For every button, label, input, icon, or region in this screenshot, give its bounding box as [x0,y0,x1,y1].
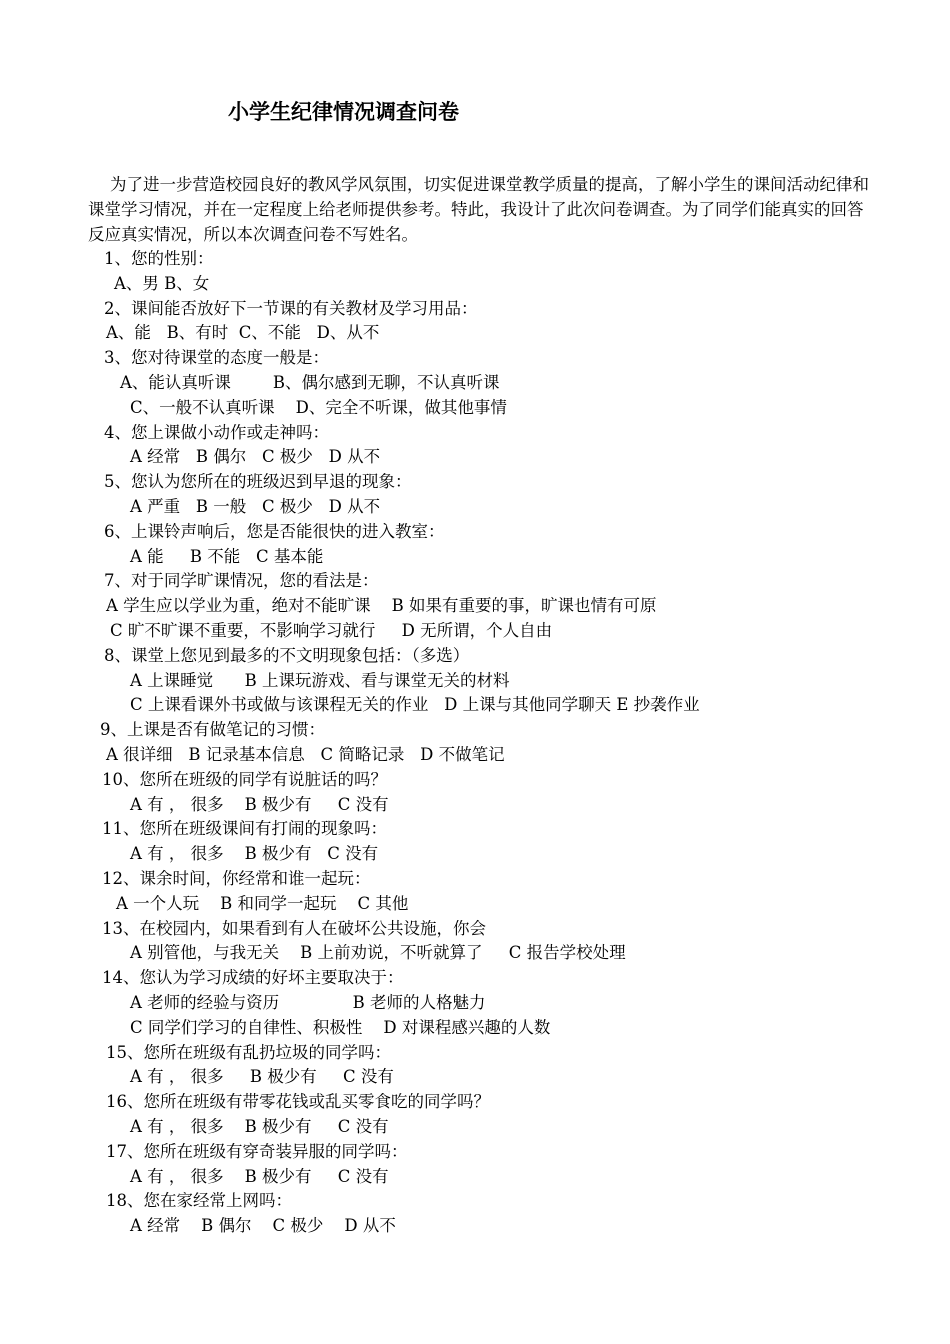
question-line: 6、上课铃声响后，您是否能很快的进入教室： [104,521,445,541]
question-line: 4、您上课做小动作或走神吗： [104,422,329,442]
question-line: 16、您所在班级有带零花钱或乱买零食吃的同学吗？ [106,1092,490,1112]
intro-text: 为了进一步营造校园良好的教风学风氛围，切实促进课堂教学质量的提高，了解小学生的课间活动纪律和课堂学习情况，并在一定程度上给老师提供参考。特此，我设计了此次问卷调查。为了同学们能真实的回答反应真实情况，所以本次调查问卷不写姓名。 [88,175,869,244]
question-line: A、男 B、女 [114,273,210,293]
question-line: A 严重 B 一般 C 极少 D 从不 [130,497,381,516]
question-line: 8、课堂上您见到最多的不文明现象包括：（多选） [104,645,470,665]
question-line: 15、您所在班级有乱扔垃圾的同学吗： [106,1042,391,1062]
question-line: A 老师的经验与资历 B 老师的人格魅力 [130,993,486,1012]
question-line: 1、您的性别： [104,249,214,268]
question-line: C 同学们学习的自律性、积极性 D 对课程感兴趣的人数 [130,1017,551,1037]
question-line: A、能认真听课 B、偶尔感到无聊，不认真听课 [120,373,500,392]
question-line: A 别管他，与我无关 B 上前劝说，不听就算了 C 报告学校处理 [130,943,626,963]
question-line: 12、课余时间，你经常和谁一起玩： [102,869,371,888]
question-line: C、一般不认真听课 D、完全不听课，做其他事情 [130,397,507,417]
question-line: C 上课看课外书或做与该课程无关的作业 D 上课与其他同学聊天 E 抄袭作业 [130,695,700,715]
question-line: A 经常 B 偶尔 C 极少 D 从不 [130,447,381,467]
question-line: A 有 ， 很多 B 极少有 C 没有 [130,1067,394,1087]
intro-paragraph [88,172,878,247]
question-line: 17、您所在班级有穿奇装异服的同学吗： [106,1141,408,1161]
question-line: 14、您认为学习成绩的好坏主要取决于： [102,968,404,988]
question-line: A 上课睡觉 B 上课玩游戏、看与课堂无关的材料 [130,670,510,690]
question-line: 3、您对待课堂的态度一般是： [104,348,329,368]
question-line: A 很详细 B 记录基本信息 C 简略记录 D 不做笔记 [106,745,505,764]
question-line: A 有 ， 很多 B 极少有 C 没有 [130,844,379,864]
question-line: 5、您认为您所在的班级迟到早退的现象： [104,472,412,492]
question-line: A、能 B、有时 C、不能 D、从不 [106,323,380,343]
question-line: A 有 ， 很多 B 极少有 C 没有 [130,1117,389,1136]
question-line: 2、课间能否放好下一节课的有关教材及学习用品： [104,298,478,318]
question-line: A 有 ， 很多 B 极少有 C 没有 [130,1166,389,1186]
question-line: 13、在校园内，如果看到有人在破坏公共设施，你会 [102,918,486,938]
question-line: A 能 B 不能 C 基本能 [130,546,324,566]
question-line: 9、上课是否有做笔记的习惯： [100,720,325,740]
question-line: A 有 ， 很多 B 极少有 C 没有 [130,794,389,814]
question-line: C 旷不旷课不重要，不影响学习就行 D 无所谓，个人自由 [110,621,553,640]
page-title: 小学生纪律情况调查问卷 [228,100,459,124]
question-line: A 经常 B 偶尔 C 极少 D 从不 [130,1216,396,1236]
question-line: 10、您所在班级的同学有说脏话的吗？ [102,769,387,789]
question-line: 18、您在家经常上网吗： [106,1191,292,1211]
question-line: 7、对于同学旷课情况，您的看法是： [104,571,379,591]
question-line: 11、您所在班级课间有打闹的现象吗： [102,819,387,839]
question-line: A 学生应以学业为重，绝对不能旷课 B 如果有重要的事，旷课也情有可原 [106,596,657,616]
question-line: A 一个人玩 B 和同学一起玩 C 其他 [116,893,409,913]
